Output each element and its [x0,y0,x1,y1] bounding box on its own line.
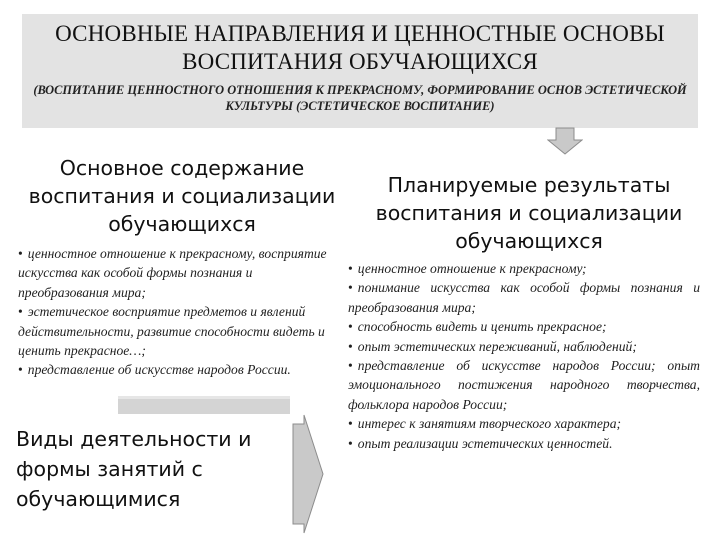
separator-bar [118,394,290,416]
activities-heading: Виды деятельности и формы занятий с обучающимися [16,427,252,511]
list-item: • ценностное отношение к прекрасному; [348,261,587,276]
list-item: • эстетическое восприятие предметов и явлений действительности, развитие способности видеть и ценить прекрасное…; [18,304,325,359]
page-title: ОСНОВНЫЕ НАПРАВЛЕНИЯ И ЦЕННОСТНЫЕ ОСНОВЫ ВОСПИТАНИЯ ОБУЧАЮЩИХСЯ [55,21,665,74]
list-item: • опыт эстетических переживаний, наблюдений; [348,338,637,354]
results-heading: Планируемые результаты воспитания и социализации обучающихся [375,173,683,253]
list-item: • интерес к занятиям творческого характера; [348,416,622,432]
list-item: • представление об искусстве народов России. [18,362,291,378]
content-heading: Основное содержание воспитания и социализации обучающихся [28,156,336,236]
results-list [348,259,700,453]
list-item: • способность видеть и ценить прекрасное; [348,319,607,335]
down-arrow-icon [547,127,583,155]
page-subtitle: (ВОСПИТАНИЕ ЦЕННОСТНОГО ОТНОШЕНИЯ К ПРЕКРАСНОМУ, ФОРМИРОВАНИЕ ОСНОВ ЭСТЕТИЧЕСКОЙ КУЛЬТУРЫ (ЭСТЕТИЧЕСКОЕ ВОСПИТАНИЕ) [33,83,687,113]
list-item: • ценностное отношение к прекрасному, восприятие искусства как особой формы познания и преобразования мира; [18,246,327,300]
right-arrow-icon [292,414,324,534]
list-item: • опыт реализации эстетических ценностей. [348,435,613,451]
content-list [18,244,336,380]
list-item: • понимание искусства как особой формы познания и преобразования мира; [348,280,700,315]
list-item: • представление об искусстве народов России; опыт эмоционального постижения народного творчества, фольклора народов России; [348,358,700,412]
